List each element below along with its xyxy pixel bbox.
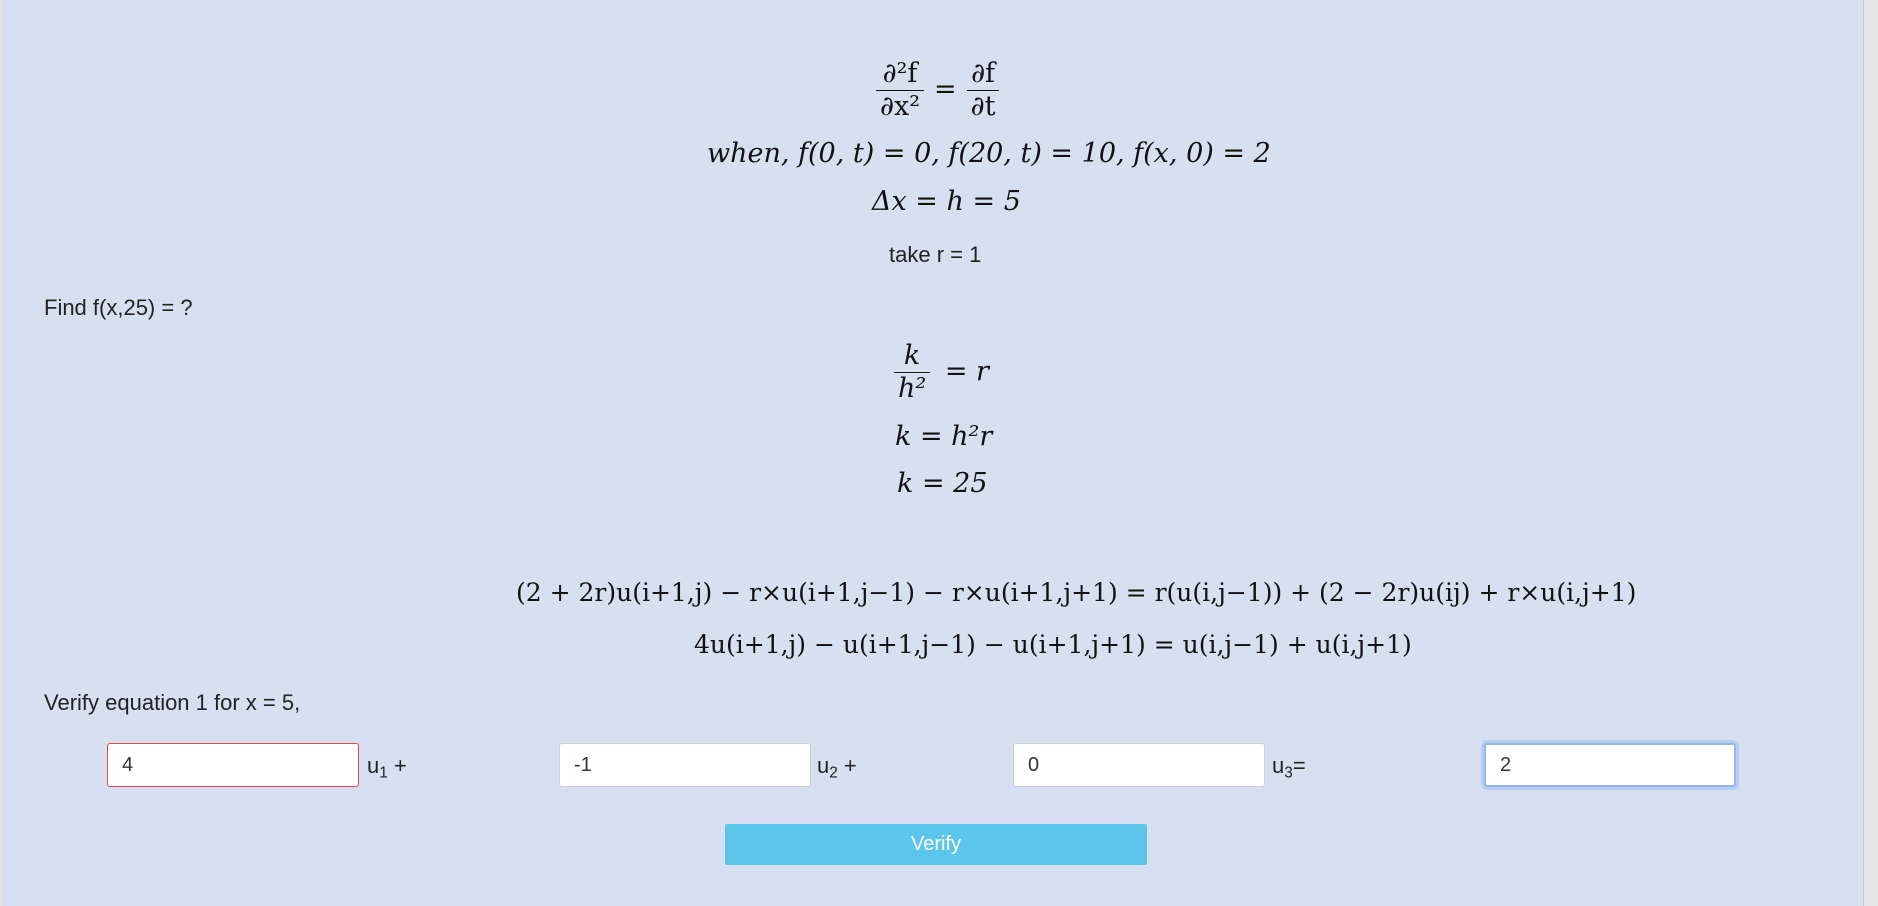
lhs-numerator: ∂²f xyxy=(876,58,924,91)
question-text: Find f(x,25) = ? xyxy=(44,295,193,320)
step-size: Δx = h = 5 xyxy=(872,186,1021,217)
verify-prompt: Verify equation 1 for x = 5, xyxy=(44,690,301,715)
k-value: k = 25 xyxy=(897,468,988,499)
rhs-denominator: ∂t xyxy=(970,91,996,122)
boundary-conditions: when, f(0, t) = 0, f(20, t) = 10, f(x, 0) = 2 xyxy=(707,138,1271,169)
lhs-fraction xyxy=(876,58,924,123)
pde-equation xyxy=(876,58,999,123)
ratio-numerator: k xyxy=(894,340,930,373)
ratio-denominator: h² xyxy=(898,373,927,404)
equals-sign: = xyxy=(934,74,957,105)
u3-label: $u_3=$ xyxy=(1272,753,1306,782)
ratio-rhs: = r xyxy=(944,356,989,387)
ratio-fraction xyxy=(894,340,930,405)
u1-label: $u_1$ + xyxy=(367,753,407,782)
coefficient-u2-input[interactable] xyxy=(559,743,811,787)
coefficient-u1-input[interactable] xyxy=(107,743,359,787)
verify-button[interactable]: Verify xyxy=(725,824,1147,865)
u2-label: $u_2$ + xyxy=(817,753,857,782)
ratio-equation xyxy=(894,340,989,405)
coefficient-u3-input[interactable] xyxy=(1013,743,1265,787)
rhs-fraction xyxy=(967,58,1000,123)
lhs-denominator: ∂x² xyxy=(880,91,921,122)
k-formula: k = h²r xyxy=(895,421,993,452)
rhs-value-input[interactable] xyxy=(1484,743,1736,787)
rhs-numerator: ∂f xyxy=(967,58,1000,91)
general-scheme-equation: (2 + 2r)u(i+1,j) − r×u(i+1,j−1) − r×u(i+1,j+1) = r(u(i,j−1)) + (2 − 2r)u(ij) + r×u(i,j+1) xyxy=(516,578,1637,607)
specific-scheme-equation: 4u(i+1,j) − u(i+1,j−1) − u(i+1,j+1) = u(i,j−1) + u(i,j+1) xyxy=(694,630,1412,659)
take-r-text: take r = 1 xyxy=(889,242,982,267)
content-panel xyxy=(2,0,1864,906)
